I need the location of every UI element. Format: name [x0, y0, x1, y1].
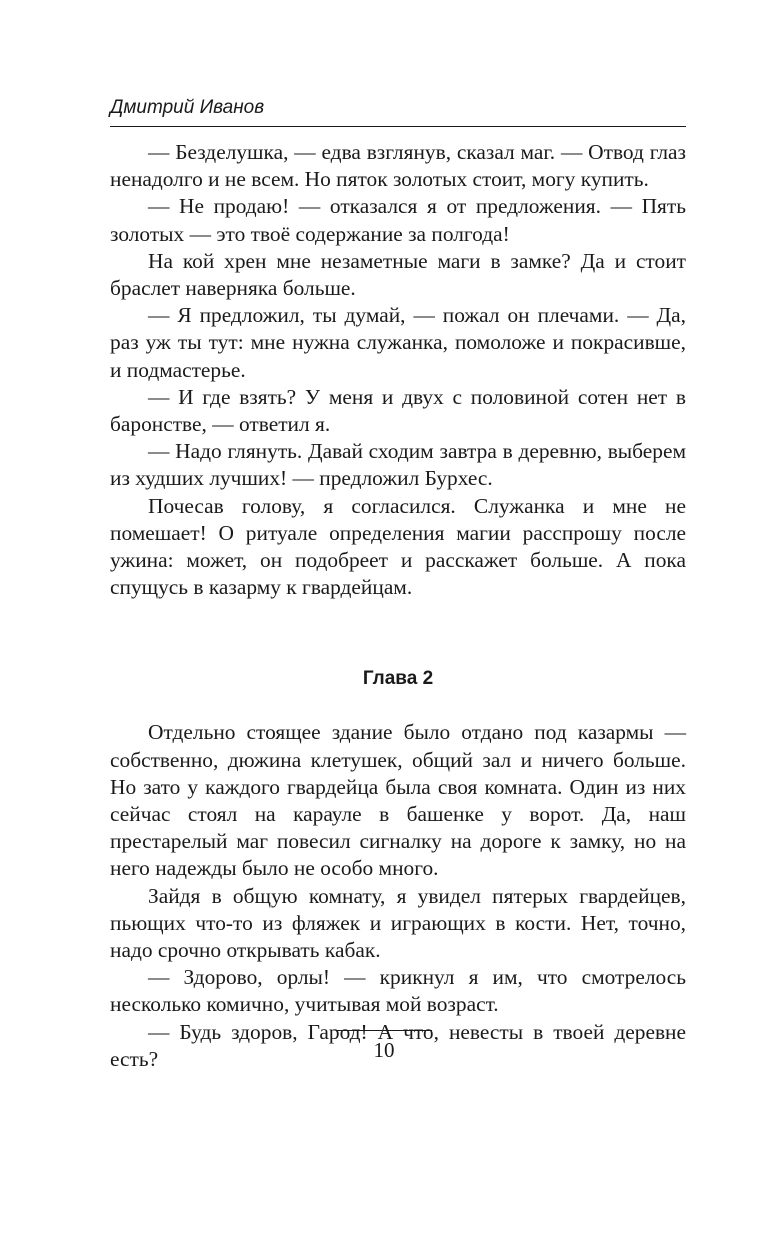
text-section-1 — [110, 139, 686, 601]
text-section-2 — [110, 719, 686, 1073]
paragraph: — Не продаю! — отказался я от предложения. — Пять золотых — это твоё содержание за полгода! — [110, 194, 686, 246]
book-page — [110, 96, 686, 1073]
paragraph: — Надо глянуть. Давай сходим завтра в деревню, выберем из худших лучших! — предложил Бурхес. — [110, 439, 686, 491]
paragraph: — Безделушка, — едва взглянув, сказал маг. — Отвод глаз ненадолго и не всем. Но пяток золотых стоит, могу купить. — [110, 140, 686, 192]
paragraph: — Здорово, орлы! — крикнул я им, что смотрелось несколько комично, учитывая мой возраст. — [110, 965, 686, 1017]
running-head-author: Дмитрий Иванов — [110, 96, 686, 127]
chapter-title: Глава 2 — [362, 668, 434, 690]
paragraph: Зайдя в общую комнату, я увидел пятерых гвардейцев, пьющих что-то из фляжек и играющих в кости. Нет, точно, надо срочно открывать кабак. — [110, 883, 686, 963]
footer-rule — [336, 1030, 432, 1031]
page-footer — [0, 1030, 768, 1063]
paragraph: — Будь здоров, Гарод! А что, невесты в твоей деревне есть? — [110, 1019, 686, 1071]
paragraph: На кой хрен мне незаметные маги в замке? Да и стоит браслет наверняка больше. — [110, 248, 686, 301]
paragraph: Почесав голову, я согласился. Служанка и мне не помешает! О ритуале определения магии расспрошу после ужина: может, он подобреет и расскажет больше. А пока спущусь в казарму к гвардейцам. — [110, 493, 686, 600]
page-number: 10 — [373, 1038, 395, 1062]
paragraph: — И где взять? У меня и двух с половиной сотен нет в баронстве, — ответил я. — [110, 384, 686, 437]
paragraph: Отдельно стоящее здание было отдано под казармы — собственно, дюжина клетушек, общий зал и ничего больше. Но зато у каждого гвардейца была своя комната. Один из них сейчас стоял на карауле в башенке у ворот. Да, наш престарелый маг повесил сигналку на дороге к замку, но на него надежды было не особо много. — [110, 720, 686, 881]
paragraph: — Я предложил, ты думай, — пожал он плечами. — Да, раз уж ты тут: мне нужна служанка, помоложе и покрасивше, и подмастерье. — [110, 303, 686, 382]
